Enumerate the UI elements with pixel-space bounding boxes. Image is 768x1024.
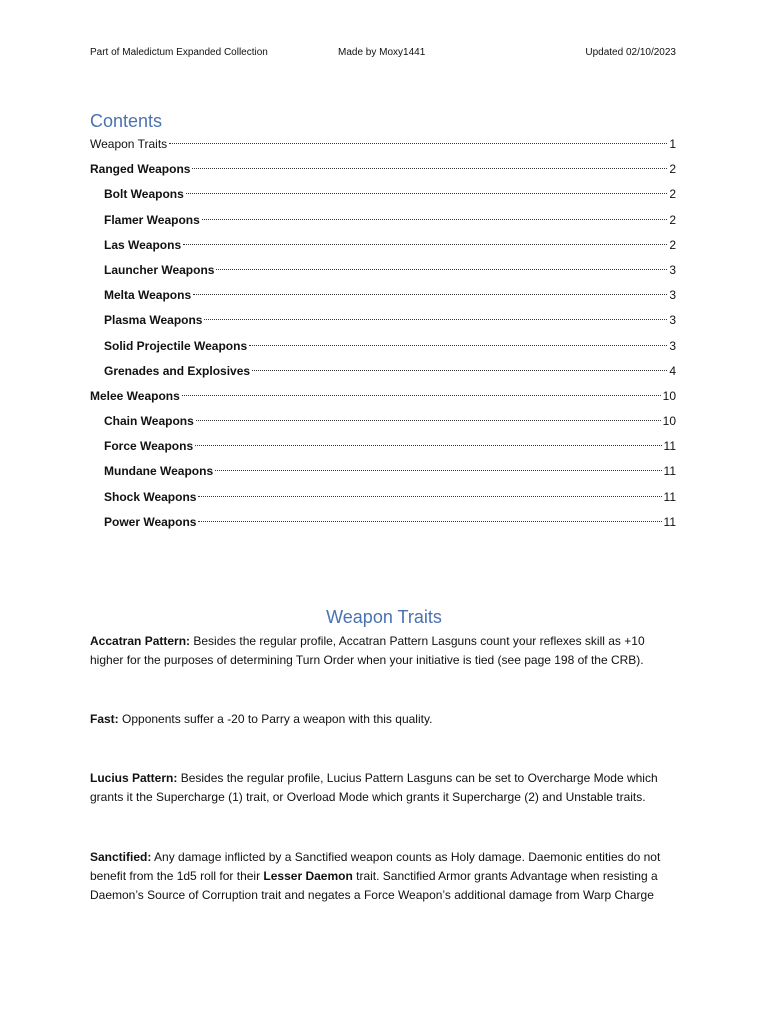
toc-entry-solid-projectile-weapons[interactable] bbox=[90, 336, 676, 361]
toc-entry-mundane-weapons[interactable] bbox=[90, 461, 676, 486]
toc-entry-label: Power Weapons bbox=[104, 514, 197, 529]
toc-entry-shock-weapons[interactable] bbox=[90, 487, 676, 512]
toc-leader-dots bbox=[193, 293, 667, 295]
trait-description: Besides the regular profile, Accatran Pattern Lasguns count your reflexes skill as +10 higher for the purposes of determining Turn Order when your initiative is tied (see page 198 of the CRB). bbox=[90, 634, 645, 667]
toc-entry-page: 11 bbox=[663, 439, 676, 454]
toc-entry-ranged-weapons[interactable] bbox=[90, 159, 676, 184]
toc-entry-page: 2 bbox=[669, 187, 676, 202]
toc-entry-melee-weapons[interactable] bbox=[90, 386, 676, 411]
weapon-traits-body bbox=[90, 632, 680, 905]
toc-leader-dots bbox=[183, 243, 667, 245]
toc-entry-force-weapons[interactable] bbox=[90, 436, 676, 461]
toc-leader-dots bbox=[202, 218, 668, 220]
toc-entry-page: 1 bbox=[669, 137, 676, 151]
toc-entry-label: Melta Weapons bbox=[104, 288, 192, 303]
toc-leader-dots bbox=[204, 318, 667, 320]
toc-entry-label: Mundane Weapons bbox=[104, 464, 214, 479]
toc-leader-dots bbox=[186, 192, 668, 194]
page-header bbox=[90, 47, 676, 61]
weapon-traits-heading: Weapon Traits bbox=[326, 607, 442, 627]
toc-leader-dots bbox=[169, 142, 667, 144]
toc-entry-page: 4 bbox=[669, 363, 676, 378]
toc-entry-label: Grenades and Explosives bbox=[104, 363, 251, 378]
header-author-label: Made by Moxy1441 bbox=[338, 47, 426, 58]
toc-entry-weapon-traits[interactable] bbox=[90, 134, 676, 159]
trait-description: Besides the regular profile, Lucius Pattern Lasguns can be set to Overcharge Mode which grants it the Supercharge (1) trait, or Overload Mode which grants it Supercharge (2) and Unstable traits. bbox=[90, 771, 658, 804]
trait-name: Lucius Pattern: bbox=[90, 771, 178, 785]
toc-leader-dots bbox=[195, 444, 661, 446]
toc-entry-label: Ranged Weapons bbox=[90, 162, 191, 177]
trait-sanctified bbox=[90, 848, 680, 905]
toc-entry-flamer-weapons[interactable] bbox=[90, 210, 676, 235]
toc-leader-dots bbox=[252, 369, 667, 371]
toc-entry-label: Shock Weapons bbox=[104, 489, 197, 504]
toc-entry-page: 10 bbox=[662, 388, 676, 403]
toc-entry-label: Force Weapons bbox=[104, 439, 194, 454]
trait-name: Fast: bbox=[90, 712, 119, 726]
toc-entry-label: Las Weapons bbox=[104, 237, 182, 252]
toc-entry-page: 2 bbox=[669, 237, 676, 252]
toc-entry-page: 3 bbox=[669, 313, 676, 328]
toc-entry-label: Launcher Weapons bbox=[104, 262, 215, 277]
toc-entry-page: 2 bbox=[669, 162, 676, 177]
toc-entry-las-weapons[interactable] bbox=[90, 235, 676, 260]
toc-entry-page: 10 bbox=[662, 414, 676, 429]
toc-entry-page: 3 bbox=[669, 338, 676, 353]
trait-name: Accatran Pattern: bbox=[90, 634, 191, 648]
toc-entry-page: 3 bbox=[669, 288, 676, 303]
trait-description-cont: trait. Sanctified Armor grants Advantage when resisting a Daemon’s Source of Corruption trait and negates a Force Weapon’s additional damage from Warp Charge bbox=[90, 869, 658, 902]
toc-entry-label: Plasma Weapons bbox=[104, 313, 203, 328]
toc-entry-label: Flamer Weapons bbox=[104, 212, 200, 227]
toc-leader-dots bbox=[249, 344, 667, 346]
toc-leader-dots bbox=[192, 167, 667, 169]
toc-leader-dots bbox=[216, 268, 667, 270]
toc-entry-label: Chain Weapons bbox=[104, 414, 194, 429]
toc-entry-page: 11 bbox=[663, 464, 676, 479]
toc-entry-label: Melee Weapons bbox=[90, 388, 180, 403]
toc-entry-chain-weapons[interactable] bbox=[90, 411, 676, 436]
trait-description: Any damage inflicted by a Sanctified weapon counts as Holy damage. Daemonic entities do not benefit from the 1d5 roll for their bbox=[90, 850, 661, 883]
header-updated-label: Updated 02/10/2023 bbox=[585, 47, 676, 58]
trait-description: Opponents suffer a -20 to Parry a weapon with this quality. bbox=[118, 712, 433, 726]
toc-entry-label: Weapon Traits bbox=[90, 137, 168, 151]
trait-accatran-pattern bbox=[90, 632, 680, 670]
toc-entry-page: 11 bbox=[663, 514, 676, 529]
toc-entry-melta-weapons[interactable] bbox=[90, 285, 676, 310]
toc-leader-dots bbox=[198, 495, 661, 497]
trait-lucius-pattern bbox=[90, 769, 680, 807]
lesser-daemon-term: Lesser Daemon bbox=[263, 869, 353, 883]
toc-entry-launcher-weapons[interactable] bbox=[90, 260, 676, 285]
toc-entry-page: 2 bbox=[669, 212, 676, 227]
toc-entry-plasma-weapons[interactable] bbox=[90, 310, 676, 335]
trait-name: Sanctified: bbox=[90, 850, 152, 864]
trait-fast bbox=[90, 710, 680, 729]
toc-leader-dots bbox=[198, 520, 661, 522]
toc-entry-grenades-and-explosives[interactable] bbox=[90, 361, 676, 386]
toc-entry-page: 3 bbox=[669, 262, 676, 277]
toc-leader-dots bbox=[196, 419, 661, 421]
toc-entry-bolt-weapons[interactable] bbox=[90, 184, 676, 209]
toc-leader-dots bbox=[182, 394, 661, 396]
toc-leader-dots bbox=[215, 469, 661, 471]
toc-entry-power-weapons[interactable] bbox=[90, 512, 676, 537]
header-collection-label: Part of Maledictum Expanded Collection bbox=[90, 47, 268, 58]
toc-entry-page: 11 bbox=[663, 489, 676, 504]
contents-heading: Contents bbox=[90, 111, 163, 131]
toc-entry-label: Solid Projectile Weapons bbox=[104, 338, 248, 353]
table-of-contents bbox=[90, 134, 676, 537]
toc-entry-label: Bolt Weapons bbox=[104, 187, 184, 202]
